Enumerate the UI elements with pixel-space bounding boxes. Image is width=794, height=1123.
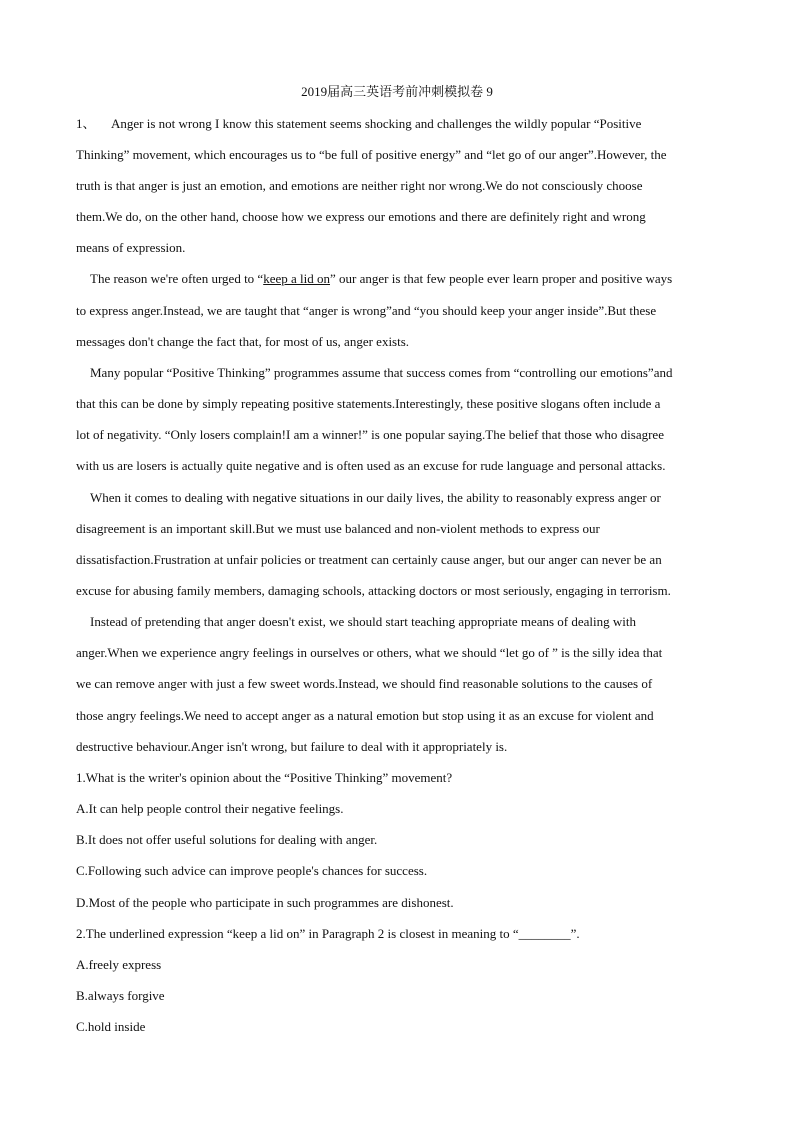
question-number: 1、 bbox=[76, 116, 96, 131]
passage-line: destructive behaviour.Anger isn't wrong, but failure to deal with it appropriately is. bbox=[76, 739, 508, 754]
passage-line bbox=[90, 269, 672, 289]
passage-line: those angry feelings.We need to accept anger as a natural emotion but stop using it as an excuse for violent and bbox=[76, 708, 654, 723]
passage-text: The reason we're often urged to “ bbox=[90, 271, 264, 286]
passage-line: When it comes to dealing with negative situations in our daily lives, the ability to reasonably express anger or bbox=[90, 490, 661, 505]
passage-line: we can remove anger with just a few sweet words.Instead, we should find reasonable solutions to the causes of bbox=[76, 676, 653, 691]
passage-line bbox=[76, 114, 641, 134]
passage-line: disagreement is an important skill.But we must use balanced and non-violent methods to express our bbox=[76, 521, 600, 536]
passage-text: Anger is not wrong I know this statement seems shocking and challenges the wildly popular “Positive bbox=[111, 116, 642, 131]
answer-option: C.Following such advice can improve people's chances for success. bbox=[76, 863, 428, 878]
answer-option: D.Most of the people who participate in such programmes are dishonest. bbox=[76, 895, 454, 910]
answer-option: B.It does not offer useful solutions for dealing with anger. bbox=[76, 832, 378, 847]
underlined-expression: keep a lid on bbox=[263, 271, 330, 286]
page-title: 2019届高三英语考前冲刺模拟卷 9 bbox=[301, 84, 493, 99]
passage-line: Instead of pretending that anger doesn't exist, we should start teaching appropriate means of dealing with bbox=[90, 614, 637, 629]
passage-line: Many popular “Positive Thinking” programmes assume that success comes from “controlling our emotions”and bbox=[90, 365, 673, 380]
answer-option: B.always forgive bbox=[76, 988, 165, 1003]
passage-line: them.We do, on the other hand, choose how we express our emotions and there are definitely right and wrong bbox=[76, 209, 646, 224]
answer-option: A.It can help people control their negative feelings. bbox=[76, 801, 344, 816]
passage-line: excuse for abusing family members, damaging schools, attacking doctors or most seriously, engaging in terrorism. bbox=[76, 583, 671, 598]
passage-line: means of expression. bbox=[76, 240, 186, 255]
passage-line: lot of negativity. “Only losers complain!I am a winner!” is one popular saying.The belief that those who disagree bbox=[76, 427, 664, 442]
passage-text: ” our anger is that few people ever learn proper and positive ways bbox=[330, 271, 673, 286]
passage-line: dissatisfaction.Frustration at unfair policies or treatment can certainly cause anger, but our anger can never be an bbox=[76, 552, 662, 567]
passage-line: Thinking” movement, which encourages us to “be full of positive energy” and “let go of our anger”.However, the bbox=[76, 147, 667, 162]
passage-line: messages don't change the fact that, for most of us, anger exists. bbox=[76, 334, 410, 349]
passage-line: anger.When we experience angry feelings in ourselves or others, what we should “let go of ” is the silly idea that bbox=[76, 645, 663, 660]
passage-line: that this can be done by simply repeating positive statements.Interestingly, these positive slogans often include a bbox=[76, 396, 661, 411]
answer-option: A.freely express bbox=[76, 957, 162, 972]
answer-option: C.hold inside bbox=[76, 1019, 146, 1034]
passage-line: with us are losers is actually quite negative and is often used as an excuse for rude language and personal attacks. bbox=[76, 458, 666, 473]
passage-line: to express anger.Instead, we are taught that “anger is wrong”and “you should keep your anger inside”.But these bbox=[76, 303, 657, 318]
question-stem: 2.The underlined expression “keep a lid on” in Paragraph 2 is closest in meaning to “________”. bbox=[76, 926, 580, 941]
passage-line: truth is that anger is just an emotion, and emotions are neither right nor wrong.We do not consciously choose bbox=[76, 178, 643, 193]
question-stem: 1.What is the writer's opinion about the “Positive Thinking” movement? bbox=[76, 770, 453, 785]
